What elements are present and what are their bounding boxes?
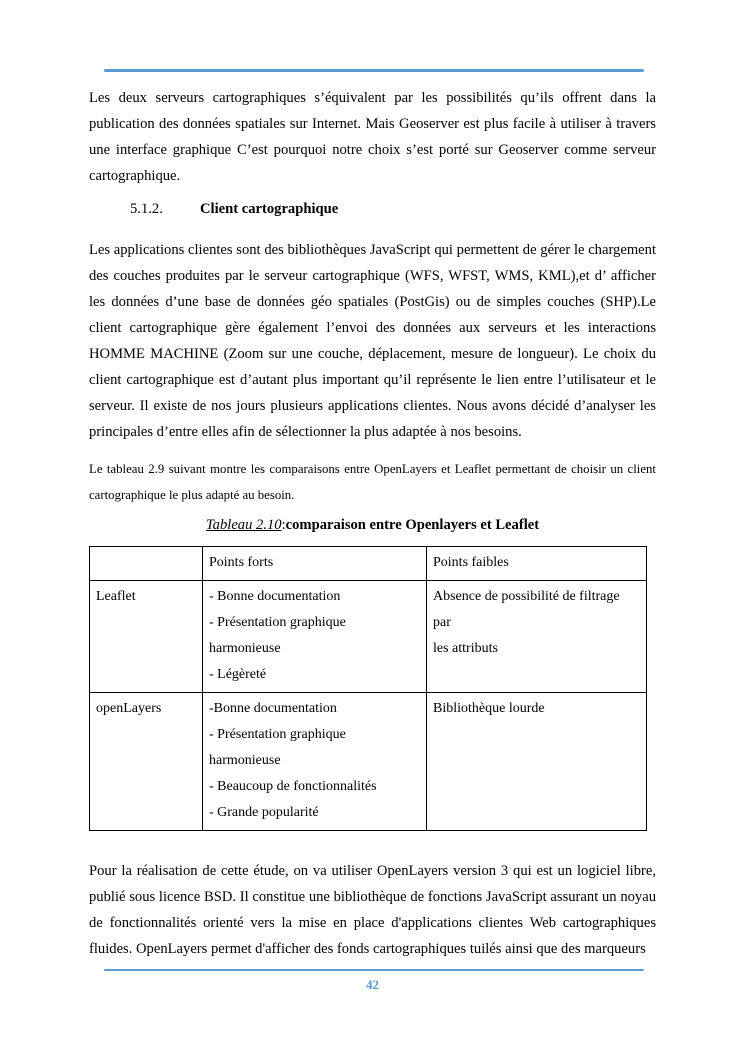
paragraph-servers: Les deux serveurs cartographiques s’équivalent par les possibilités qu’ils offrent dans la publication des données spatiales sur Internet. Mais Geoserver est plus facile à utiliser à travers une interface graphique C’est pourquoi notre choix s’est porté sur Geoserver comme serveur cartographique.: [89, 90, 656, 184]
strength-line: - Bonne documentation: [209, 589, 341, 604]
table-row: [90, 581, 647, 693]
section-number: 5.1.2.: [130, 201, 163, 217]
paragraph-openlayers: Pour la réalisation de cette étude, on va utiliser OpenLayers version 3 qui est un logiciel libre, publié sous licence BSD. Il constitue une bibliothèque de fonctions JavaScript assurant un noyau de fonctionnalités orienté vers la mise en place d'applications clientes Web cartographiques fluides. OpenLayers permet d'afficher des fonds cartographiques tuilés ainsi que des marqueurs: [89, 863, 656, 957]
strength-line: - Grande popularité: [209, 805, 319, 820]
header-cell-empty: [90, 547, 203, 581]
row-name-cell: Leaflet: [90, 581, 203, 693]
strength-line: - Présentation graphique: [209, 615, 346, 630]
weakness-line: les attributs: [433, 641, 498, 656]
weakness-line: par: [433, 615, 451, 630]
strength-line: harmonieuse: [209, 641, 281, 656]
paragraph-client-apps: Les applications clientes sont des bibliothèques JavaScript qui permettent de gérer le chargement des couches produites par le serveur cartographique (WFS, WFST, WMS, KML),et d’ afficher les données d’une base de données géo spatiales (PostGis) ou de simples couches (SHP).Le client cartographique gère également l’envoi des données aux serveurs et les interactions HOMME MACHINE (Zoom sur une couche, déplacement, mesure de longueur). Le choix du client cartographique est d’autant plus important qu’il représente le lien entre l’utilisateur et le serveur. Il existe de nos jours plusieurs applications clientes. Nous avons décidé d’analyser les principales d’entre elles afin de sélectionner la plus adaptée à nos besoins.: [89, 242, 656, 440]
weaknesses-cell: [427, 581, 647, 693]
paragraph-table-intro: Le tableau 2.9 suivant montre les comparaisons entre OpenLayers et Leaflet permettant de choisir un client cartographique le plus adapté au besoin.: [89, 462, 656, 502]
strength-line: harmonieuse: [209, 753, 281, 768]
row-name-cell: openLayers: [90, 693, 203, 831]
strength-line: - Légèreté: [209, 667, 267, 682]
header-cell-weaknesses: Points faibles: [427, 547, 647, 581]
strength-line: - Beaucoup de fonctionnalités: [209, 779, 377, 794]
comparison-table: [89, 546, 647, 831]
caption-label: Tableau 2.10: [205, 517, 282, 533]
header-rule: [104, 69, 644, 72]
caption-separator: :: [281, 517, 286, 533]
section-title: Client cartographique: [200, 201, 339, 217]
strength-line: -Bonne documentation: [209, 701, 337, 716]
strengths-cell: [203, 581, 427, 693]
strength-line: - Présentation graphique: [209, 727, 346, 742]
table-row: [90, 693, 647, 831]
footer-rule: [104, 969, 644, 971]
section-heading: [130, 196, 338, 222]
caption-title: comparaison entre Openlayers et Leaflet: [285, 517, 540, 533]
strengths-cell: [203, 693, 427, 831]
header-cell-strengths: Points forts: [203, 547, 427, 581]
weaknesses-cell: [427, 693, 647, 831]
page-number: 42: [366, 977, 379, 992]
weakness-line: Absence de possibilité de filtrage: [433, 589, 620, 604]
weakness-line: Bibliothèque lourde: [433, 701, 545, 716]
table-caption: [89, 512, 656, 538]
table-header-row: [90, 547, 647, 581]
